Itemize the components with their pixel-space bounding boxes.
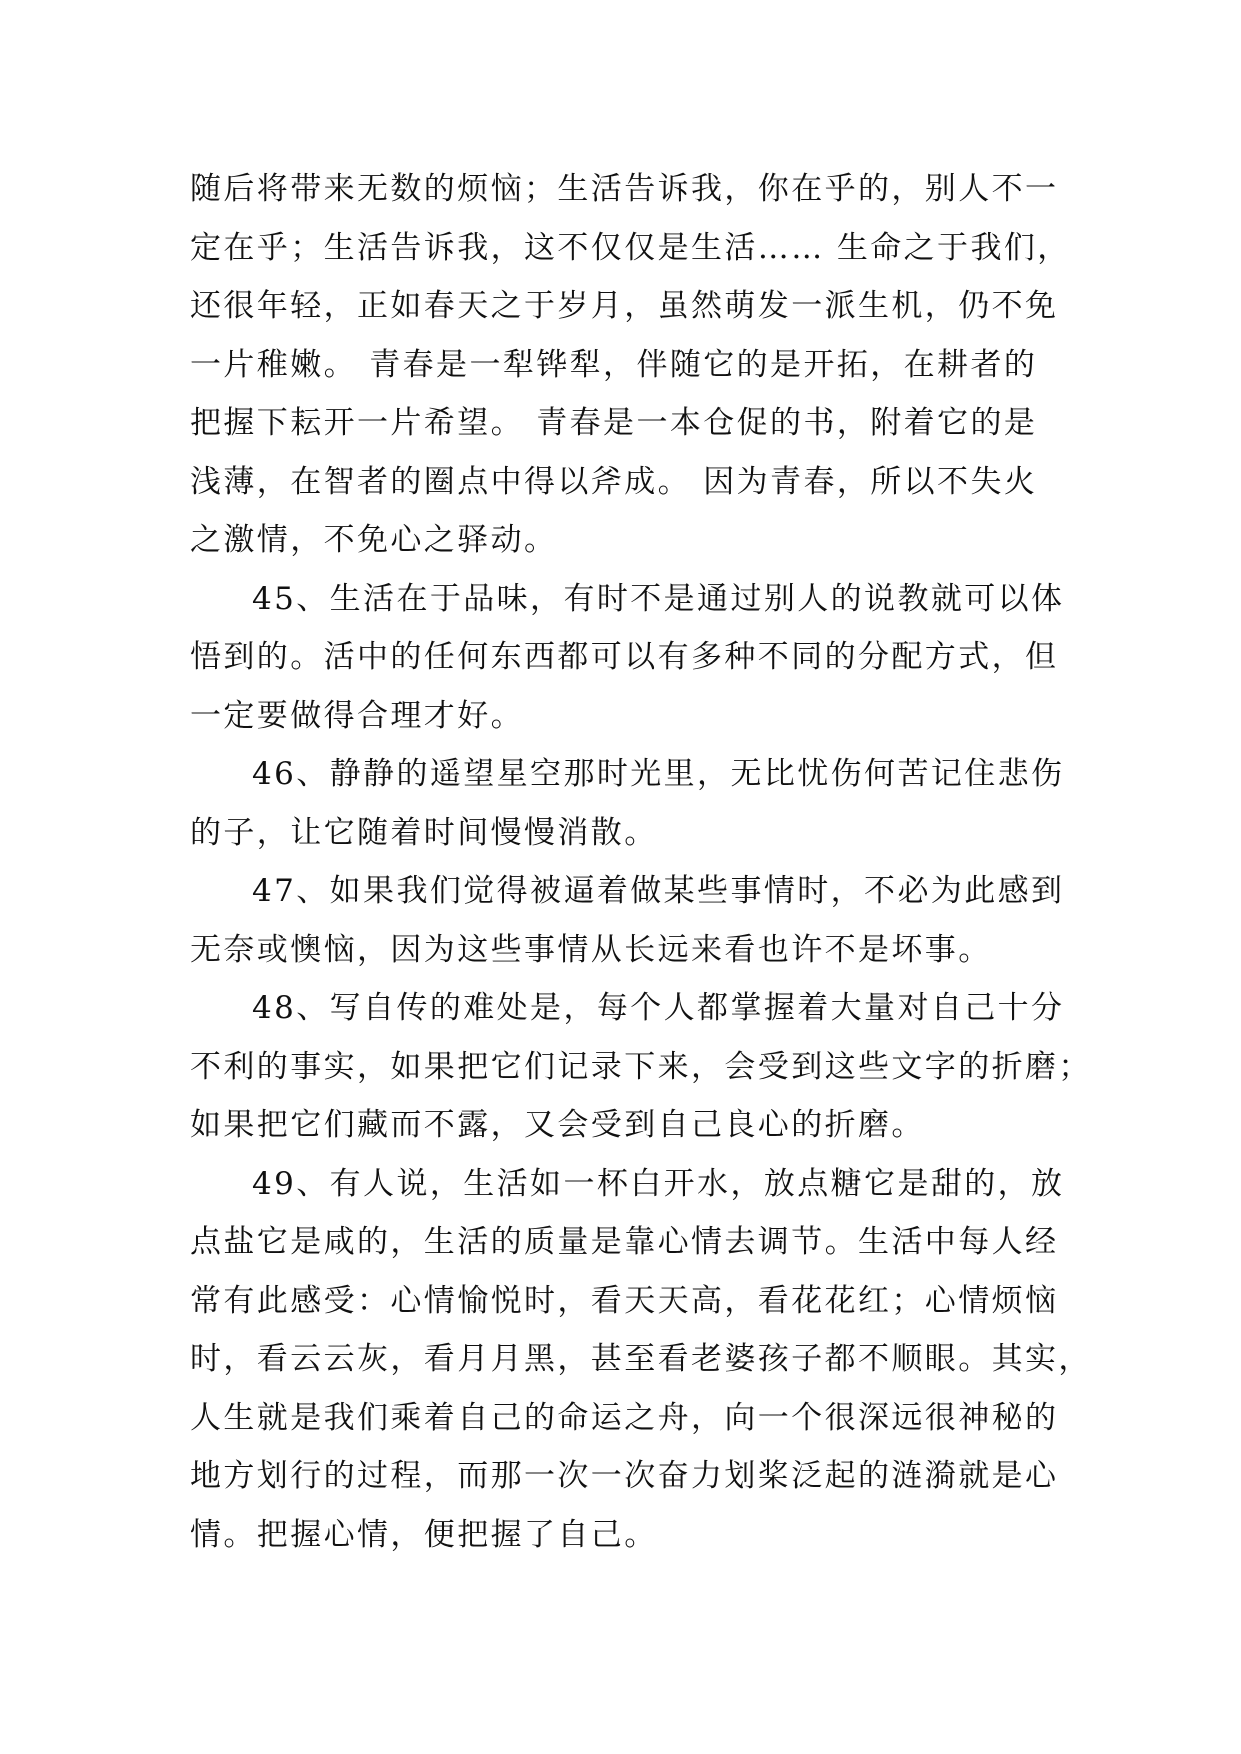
text-line: 的子，让它随着时间慢慢消散。 [190,814,658,851]
text-line: 地方划行的过程，而那一次一次奋力划桨泛起的涟漪就是心 [190,1458,1059,1494]
text-line: 常有此感受：心情愉悦时，看天天高，看花花红；心情烦恼 [190,1282,1059,1319]
text-line: 点盐它是咸的，生活的质量是靠心情去调节。生活中每人经 [190,1224,1059,1260]
text-line: 无奈或懊恼，因为这些事情从长远来看也许不是坏事。 [190,931,992,968]
text-line: 如果把它们藏而不露，又会受到自己良心的折磨。 [190,1107,925,1143]
paragraph-48-start: 48、写自传的难处是，每个人都掌握着大量对自己十分 [252,990,1065,1026]
text-line: 不利的事实，如果把它们记录下来，会受到这些文字的折磨； [190,1048,1092,1085]
paragraph-47-start: 47、如果我们觉得被逼着做某些事情时，不必为此感到 [252,873,1065,909]
text-line: 随后将带来无数的烦恼；生活告诉我，你在乎的，别人不一 [190,171,1059,207]
paragraph-46-start: 46、静静的遥望星空那时光里，无比忧伤何苦记住悲伤 [252,756,1065,792]
text-line: 一片稚嫩。 青春是一犁铧犁，伴随它的是开拓，在耕者的 [190,346,1038,383]
paragraph-49-start: 49、有人说，生活如一杯白开水，放点糖它是甜的，放 [252,1165,1065,1202]
text-line: 时，看云云灰，看月月黑，甚至看老婆孩子都不顺眼。其实， [190,1341,1092,1377]
text-line: 情。把握心情，便把握了自己。 [190,1516,658,1553]
text-line: 把握下耘开一片希望。 青春是一本仓促的书，附着它的是 [190,405,1038,441]
text-line: 浅薄，在智者的圈点中得以斧成。 因为青春，所以不失火 [190,463,1038,500]
paragraph-45-start: 45、生活在于品味，有时不是通过别人的说教就可以体 [252,580,1065,617]
document-body [190,160,1092,1564]
text-line: 人生就是我们乘着自己的命运之舟，向一个很深远很神秘的 [190,1399,1059,1436]
text-line: 还很年轻，正如春天之于岁月，虽然萌发一派生机，仍不免 [190,288,1059,324]
text-line: 定在乎；生活告诉我，这不仅仅是生活…… 生命之于我们， [190,229,1071,266]
text-line: 悟到的。活中的任何东西都可以有多种不同的分配方式，但 [190,639,1059,675]
text-line: 一定要做得合理才好。 [190,697,524,734]
text-line: 之激情，不免心之驿动。 [190,522,558,558]
